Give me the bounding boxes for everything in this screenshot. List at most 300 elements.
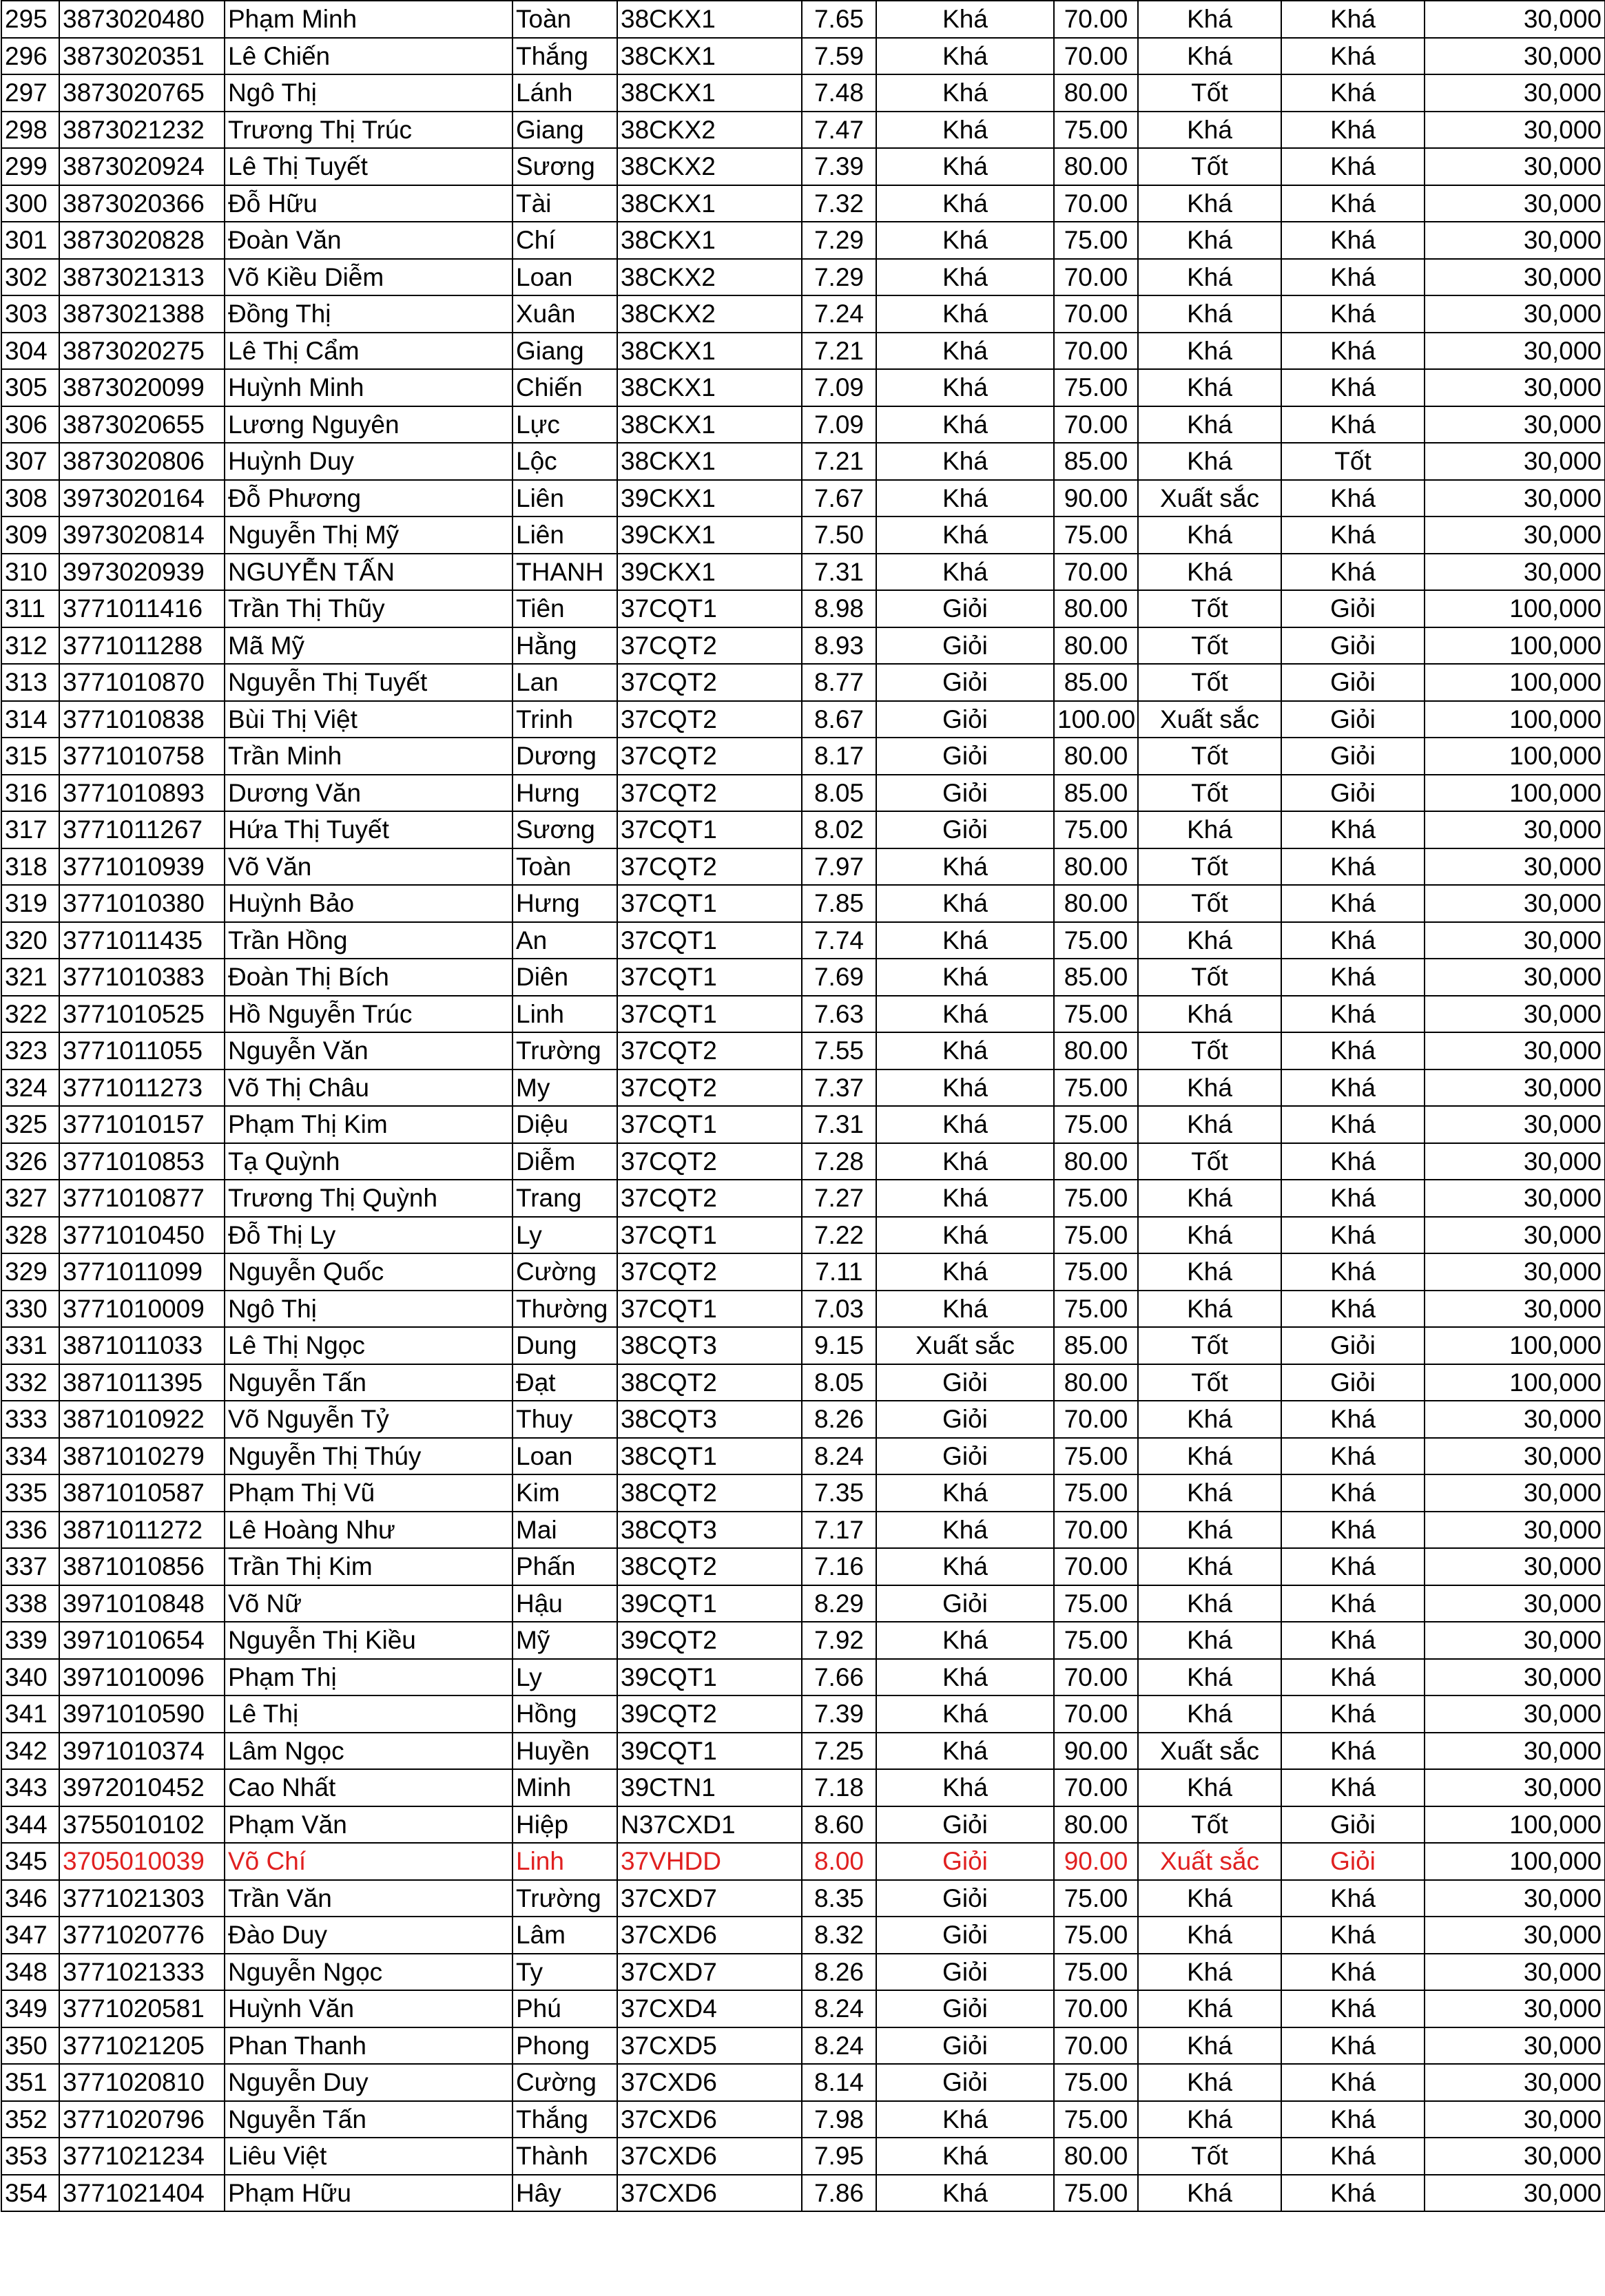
class-code-cell: 38CQT1 [617, 1438, 802, 1475]
last-name-cell: Mã Mỹ [225, 627, 512, 665]
first-name-cell: Đạt [512, 1364, 617, 1401]
academic-rank-cell: Khá [876, 295, 1054, 333]
amount-cell: 30,000 [1425, 38, 1605, 75]
first-name-cell: Tiên [512, 590, 617, 627]
student-id-cell: 3771011435 [59, 922, 225, 959]
training-rank-cell: Tốt [1138, 590, 1281, 627]
training-score-cell: 80.00 [1054, 1143, 1138, 1180]
last-name-cell: Đỗ Thị Ly [225, 1217, 512, 1254]
gpa-score-cell: 7.29 [802, 259, 876, 296]
training-score-cell: 70.00 [1054, 295, 1138, 333]
student-id-cell: 3705010039 [59, 1843, 225, 1880]
last-name-cell: Phạm Minh [225, 1, 512, 38]
training-rank-cell: Khá [1138, 2101, 1281, 2138]
last-name-cell: Lê Thị Tuyết [225, 148, 512, 185]
amount-cell: 30,000 [1425, 1291, 1605, 1328]
class-code-cell: 37CXD7 [617, 1880, 802, 1917]
row-number-cell: 335 [1, 1474, 59, 1512]
gpa-score-cell: 7.97 [802, 848, 876, 886]
student-id-cell: 3972010452 [59, 1769, 225, 1806]
student-id-cell: 3771010877 [59, 1180, 225, 1217]
academic-rank-cell: Giỏi [876, 1585, 1054, 1622]
academic-rank-cell: Khá [876, 1474, 1054, 1512]
first-name-cell: Chí [512, 222, 617, 259]
first-name-cell: Linh [512, 1843, 617, 1880]
overall-rank-cell: Khá [1281, 148, 1425, 185]
training-rank-cell: Xuất sắc [1138, 1733, 1281, 1770]
row-number-cell: 333 [1, 1401, 59, 1438]
overall-rank-cell: Khá [1281, 185, 1425, 222]
row-number-cell: 309 [1, 516, 59, 554]
class-code-cell: 37CXD6 [617, 2175, 802, 2212]
student-id-cell: 3873020480 [59, 1, 225, 38]
table-row [1, 848, 1605, 886]
first-name-cell: Toàn [512, 1, 617, 38]
academic-rank-cell: Khá [876, 885, 1054, 922]
training-score-cell: 70.00 [1054, 1659, 1138, 1696]
first-name-cell: Trường [512, 1032, 617, 1069]
last-name-cell: Phan Thanh [225, 2027, 512, 2065]
amount-cell: 30,000 [1425, 480, 1605, 517]
amount-cell: 30,000 [1425, 2175, 1605, 2212]
first-name-cell: Ly [512, 1217, 617, 1254]
first-name-cell: Huyền [512, 1733, 617, 1770]
gpa-score-cell: 8.26 [802, 1401, 876, 1438]
row-number-cell: 336 [1, 1512, 59, 1549]
first-name-cell: Trường [512, 1880, 617, 1917]
student-id-cell: 3771010450 [59, 1217, 225, 1254]
table-row [1, 664, 1605, 701]
training-rank-cell: Khá [1138, 2064, 1281, 2101]
training-score-cell: 75.00 [1054, 1917, 1138, 1954]
row-number-cell: 348 [1, 1954, 59, 1991]
training-rank-cell: Tốt [1138, 1032, 1281, 1069]
gpa-score-cell: 8.00 [802, 1843, 876, 1880]
class-code-cell: 37CXD4 [617, 1990, 802, 2027]
gpa-score-cell: 7.86 [802, 2175, 876, 2212]
amount-cell: 100,000 [1425, 738, 1605, 775]
overall-rank-cell: Giỏi [1281, 738, 1425, 775]
last-name-cell: Đỗ Hữu [225, 185, 512, 222]
overall-rank-cell: Khá [1281, 1401, 1425, 1438]
class-code-cell: 37CXD6 [617, 2101, 802, 2138]
last-name-cell: Nguyễn Thị Mỹ [225, 516, 512, 554]
overall-rank-cell: Khá [1281, 333, 1425, 370]
training-score-cell: 80.00 [1054, 1364, 1138, 1401]
amount-cell: 30,000 [1425, 1990, 1605, 2027]
gpa-score-cell: 8.26 [802, 1954, 876, 1991]
table-row [1, 1291, 1605, 1328]
row-number-cell: 305 [1, 369, 59, 406]
last-name-cell: Huỳnh Bảo [225, 885, 512, 922]
table-row [1, 2064, 1605, 2101]
class-code-cell: 37CQT2 [617, 1143, 802, 1180]
gpa-score-cell: 7.55 [802, 1032, 876, 1069]
amount-cell: 30,000 [1425, 333, 1605, 370]
overall-rank-cell: Khá [1281, 38, 1425, 75]
last-name-cell: Nguyễn Duy [225, 2064, 512, 2101]
training-rank-cell: Tốt [1138, 1364, 1281, 1401]
gpa-score-cell: 7.63 [802, 996, 876, 1033]
academic-rank-cell: Khá [876, 406, 1054, 443]
last-name-cell: Phạm Hữu [225, 2175, 512, 2212]
class-code-cell: N37CXD1 [617, 1806, 802, 1844]
amount-cell: 30,000 [1425, 1585, 1605, 1622]
gpa-score-cell: 7.85 [802, 885, 876, 922]
class-code-cell: 38CKX1 [617, 333, 802, 370]
class-code-cell: 38CKX2 [617, 295, 802, 333]
academic-rank-cell: Giỏi [876, 811, 1054, 848]
student-id-cell: 3771010838 [59, 701, 225, 738]
last-name-cell: Huỳnh Minh [225, 369, 512, 406]
gpa-score-cell: 8.24 [802, 1438, 876, 1475]
last-name-cell: Đoàn Văn [225, 222, 512, 259]
academic-rank-cell: Giỏi [876, 1880, 1054, 1917]
table-row [1, 148, 1605, 185]
gpa-score-cell: 7.50 [802, 516, 876, 554]
last-name-cell: Hồ Nguyễn Trúc [225, 996, 512, 1033]
academic-rank-cell: Giỏi [876, 1843, 1054, 1880]
amount-cell: 100,000 [1425, 627, 1605, 665]
gpa-score-cell: 7.11 [802, 1253, 876, 1291]
student-id-cell: 3973020164 [59, 480, 225, 517]
first-name-cell: Tài [512, 185, 617, 222]
student-id-cell: 3873021313 [59, 259, 225, 296]
overall-rank-cell: Khá [1281, 369, 1425, 406]
last-name-cell: Võ Kiều Diễm [225, 259, 512, 296]
table-row [1, 627, 1605, 665]
amount-cell: 30,000 [1425, 1880, 1605, 1917]
training-score-cell: 80.00 [1054, 590, 1138, 627]
training-rank-cell: Khá [1138, 333, 1281, 370]
training-rank-cell: Khá [1138, 369, 1281, 406]
first-name-cell: Loan [512, 259, 617, 296]
student-id-cell: 3873020765 [59, 74, 225, 112]
table-row [1, 1695, 1605, 1733]
amount-cell: 30,000 [1425, 74, 1605, 112]
training-score-cell: 70.00 [1054, 1512, 1138, 1549]
last-name-cell: Võ Thị Châu [225, 1069, 512, 1107]
student-id-cell: 3771010758 [59, 738, 225, 775]
overall-rank-cell: Khá [1281, 1695, 1425, 1733]
training-score-cell: 90.00 [1054, 1733, 1138, 1770]
class-code-cell: 37CQT1 [617, 811, 802, 848]
gpa-score-cell: 7.25 [802, 1733, 876, 1770]
student-id-cell: 3971010590 [59, 1695, 225, 1733]
overall-rank-cell: Khá [1281, 1880, 1425, 1917]
amount-cell: 100,000 [1425, 775, 1605, 812]
first-name-cell: Toàn [512, 848, 617, 886]
row-number-cell: 317 [1, 811, 59, 848]
student-id-cell: 3973020814 [59, 516, 225, 554]
last-name-cell: Trần Văn [225, 1880, 512, 1917]
academic-rank-cell: Giỏi [876, 738, 1054, 775]
overall-rank-cell: Khá [1281, 2027, 1425, 2065]
overall-rank-cell: Khá [1281, 996, 1425, 1033]
student-id-cell: 3873020366 [59, 185, 225, 222]
overall-rank-cell: Khá [1281, 811, 1425, 848]
row-number-cell: 326 [1, 1143, 59, 1180]
student-id-cell: 3771021303 [59, 1880, 225, 1917]
student-id-cell: 3771011288 [59, 627, 225, 665]
training-rank-cell: Khá [1138, 1769, 1281, 1806]
academic-rank-cell: Khá [876, 2101, 1054, 2138]
first-name-cell: Thắng [512, 2101, 617, 2138]
class-code-cell: 37CQT2 [617, 1180, 802, 1217]
amount-cell: 30,000 [1425, 1917, 1605, 1954]
class-code-cell: 39CQT2 [617, 1695, 802, 1733]
academic-rank-cell: Khá [876, 480, 1054, 517]
row-number-cell: 337 [1, 1548, 59, 1585]
last-name-cell: NGUYỄN TẤN [225, 554, 512, 591]
academic-rank-cell: Giỏi [876, 1401, 1054, 1438]
overall-rank-cell: Giỏi [1281, 627, 1425, 665]
overall-rank-cell: Giỏi [1281, 1843, 1425, 1880]
gpa-score-cell: 7.27 [802, 1180, 876, 1217]
row-number-cell: 346 [1, 1880, 59, 1917]
class-code-cell: 38CKX1 [617, 222, 802, 259]
class-code-cell: 38CKX2 [617, 259, 802, 296]
table-row [1, 811, 1605, 848]
academic-rank-cell: Khá [876, 1217, 1054, 1254]
overall-rank-cell: Khá [1281, 2101, 1425, 2138]
first-name-cell: Giang [512, 112, 617, 149]
overall-rank-cell: Giỏi [1281, 775, 1425, 812]
training-score-cell: 75.00 [1054, 1217, 1138, 1254]
training-rank-cell: Tốt [1138, 74, 1281, 112]
row-number-cell: 311 [1, 590, 59, 627]
table-row [1, 1880, 1605, 1917]
student-id-cell: 3755010102 [59, 1806, 225, 1844]
training-rank-cell: Khá [1138, 1880, 1281, 1917]
training-rank-cell: Khá [1138, 1291, 1281, 1328]
training-score-cell: 85.00 [1054, 1327, 1138, 1364]
table-row [1, 516, 1605, 554]
first-name-cell: Lánh [512, 74, 617, 112]
training-rank-cell: Khá [1138, 1474, 1281, 1512]
last-name-cell: Trần Hồng [225, 922, 512, 959]
training-score-cell: 75.00 [1054, 922, 1138, 959]
class-code-cell: 39CTN1 [617, 1769, 802, 1806]
row-number-cell: 312 [1, 627, 59, 665]
last-name-cell: Liêu Việt [225, 2138, 512, 2175]
student-id-cell: 3871010587 [59, 1474, 225, 1512]
class-code-cell: 38CKX1 [617, 1, 802, 38]
last-name-cell: Nguyễn Thị Tuyết [225, 664, 512, 701]
table-row [1, 1622, 1605, 1659]
table-row [1, 1069, 1605, 1107]
gpa-score-cell: 8.67 [802, 701, 876, 738]
row-number-cell: 308 [1, 480, 59, 517]
table-row [1, 885, 1605, 922]
training-rank-cell: Tốt [1138, 848, 1281, 886]
amount-cell: 100,000 [1425, 590, 1605, 627]
academic-rank-cell: Giỏi [876, 1917, 1054, 1954]
academic-rank-cell: Giỏi [876, 627, 1054, 665]
class-code-cell: 38CKX1 [617, 443, 802, 480]
gpa-score-cell: 7.39 [802, 1695, 876, 1733]
class-code-cell: 38CQT2 [617, 1548, 802, 1585]
first-name-cell: Ty [512, 1954, 617, 1991]
amount-cell: 30,000 [1425, 2027, 1605, 2065]
overall-rank-cell: Khá [1281, 2064, 1425, 2101]
last-name-cell: Trần Minh [225, 738, 512, 775]
student-id-cell: 3871011033 [59, 1327, 225, 1364]
amount-cell: 30,000 [1425, 222, 1605, 259]
table-row [1, 185, 1605, 222]
overall-rank-cell: Khá [1281, 922, 1425, 959]
table-row [1, 295, 1605, 333]
last-name-cell: Nguyễn Tấn [225, 2101, 512, 2138]
student-id-cell: 3771020796 [59, 2101, 225, 2138]
student-id-cell: 3971010374 [59, 1733, 225, 1770]
academic-rank-cell: Khá [876, 1253, 1054, 1291]
training-score-cell: 85.00 [1054, 664, 1138, 701]
class-code-cell: 37CQT2 [617, 701, 802, 738]
last-name-cell: Trần Thị Kim [225, 1548, 512, 1585]
row-number-cell: 297 [1, 74, 59, 112]
overall-rank-cell: Khá [1281, 516, 1425, 554]
first-name-cell: Lực [512, 406, 617, 443]
last-name-cell: Đồng Thị [225, 295, 512, 333]
academic-rank-cell: Khá [876, 1180, 1054, 1217]
row-number-cell: 296 [1, 38, 59, 75]
academic-rank-cell: Khá [876, 1106, 1054, 1143]
training-rank-cell: Khá [1138, 1438, 1281, 1475]
row-number-cell: 299 [1, 148, 59, 185]
student-id-cell: 3971010096 [59, 1659, 225, 1696]
first-name-cell: Xuân [512, 295, 617, 333]
table-row [1, 590, 1605, 627]
training-rank-cell: Khá [1138, 554, 1281, 591]
academic-rank-cell: Khá [876, 1512, 1054, 1549]
last-name-cell: Đoàn Thị Bích [225, 959, 512, 996]
amount-cell: 30,000 [1425, 295, 1605, 333]
training-rank-cell: Khá [1138, 1659, 1281, 1696]
training-score-cell: 75.00 [1054, 1880, 1138, 1917]
overall-rank-cell: Giỏi [1281, 1364, 1425, 1401]
row-number-cell: 341 [1, 1695, 59, 1733]
row-number-cell: 353 [1, 2138, 59, 2175]
student-id-cell: 3873020655 [59, 406, 225, 443]
class-code-cell: 37CQT2 [617, 627, 802, 665]
gpa-score-cell: 8.93 [802, 627, 876, 665]
gpa-score-cell: 8.98 [802, 590, 876, 627]
training-score-cell: 85.00 [1054, 775, 1138, 812]
amount-cell: 30,000 [1425, 1401, 1605, 1438]
class-code-cell: 39CQT2 [617, 1622, 802, 1659]
training-rank-cell: Khá [1138, 2027, 1281, 2065]
training-rank-cell: Xuất sắc [1138, 1843, 1281, 1880]
overall-rank-cell: Khá [1281, 554, 1425, 591]
gpa-score-cell: 7.66 [802, 1659, 876, 1696]
gpa-score-cell: 8.14 [802, 2064, 876, 2101]
first-name-cell: Lan [512, 664, 617, 701]
amount-cell: 30,000 [1425, 1180, 1605, 1217]
training-score-cell: 70.00 [1054, 333, 1138, 370]
first-name-cell: Phong [512, 2027, 617, 2065]
amount-cell: 30,000 [1425, 1, 1605, 38]
overall-rank-cell: Khá [1281, 222, 1425, 259]
overall-rank-cell: Khá [1281, 885, 1425, 922]
amount-cell: 30,000 [1425, 2138, 1605, 2175]
academic-rank-cell: Khá [876, 259, 1054, 296]
gpa-score-cell: 7.03 [802, 1291, 876, 1328]
training-rank-cell: Khá [1138, 295, 1281, 333]
table-row [1, 369, 1605, 406]
academic-rank-cell: Giỏi [876, 664, 1054, 701]
student-id-cell: 3771010870 [59, 664, 225, 701]
row-number-cell: 301 [1, 222, 59, 259]
training-score-cell: 75.00 [1054, 369, 1138, 406]
academic-rank-cell: Khá [876, 1069, 1054, 1107]
amount-cell: 30,000 [1425, 885, 1605, 922]
student-id-cell: 3873020275 [59, 333, 225, 370]
class-code-cell: 38CKX2 [617, 148, 802, 185]
overall-rank-cell: Khá [1281, 1474, 1425, 1512]
training-rank-cell: Khá [1138, 406, 1281, 443]
table-row [1, 1, 1605, 38]
row-number-cell: 316 [1, 775, 59, 812]
class-code-cell: 38CQT3 [617, 1401, 802, 1438]
row-number-cell: 295 [1, 1, 59, 38]
training-score-cell: 75.00 [1054, 516, 1138, 554]
training-score-cell: 75.00 [1054, 1954, 1138, 1991]
overall-rank-cell: Khá [1281, 1, 1425, 38]
row-number-cell: 338 [1, 1585, 59, 1622]
overall-rank-cell: Khá [1281, 1512, 1425, 1549]
training-rank-cell: Khá [1138, 2175, 1281, 2212]
table-row [1, 1364, 1605, 1401]
academic-rank-cell: Giỏi [876, 775, 1054, 812]
overall-rank-cell: Giỏi [1281, 1806, 1425, 1844]
last-name-cell: Lê Thị [225, 1695, 512, 1733]
amount-cell: 30,000 [1425, 1659, 1605, 1696]
gpa-score-cell: 7.74 [802, 922, 876, 959]
amount-cell: 100,000 [1425, 1327, 1605, 1364]
overall-rank-cell: Khá [1281, 1659, 1425, 1696]
table-body [1, 1, 1605, 2211]
first-name-cell: Trang [512, 1180, 617, 1217]
training-score-cell: 80.00 [1054, 627, 1138, 665]
overall-rank-cell: Khá [1281, 1917, 1425, 1954]
row-number-cell: 307 [1, 443, 59, 480]
academic-rank-cell: Khá [876, 1291, 1054, 1328]
last-name-cell: Phạm Thị Kim [225, 1106, 512, 1143]
amount-cell: 100,000 [1425, 701, 1605, 738]
training-rank-cell: Khá [1138, 1180, 1281, 1217]
amount-cell: 30,000 [1425, 369, 1605, 406]
student-id-cell: 3771010380 [59, 885, 225, 922]
overall-rank-cell: Khá [1281, 1954, 1425, 1991]
amount-cell: 100,000 [1425, 1843, 1605, 1880]
gpa-score-cell: 7.29 [802, 222, 876, 259]
table-row [1, 1474, 1605, 1512]
academic-rank-cell: Khá [876, 1, 1054, 38]
training-rank-cell: Khá [1138, 1954, 1281, 1991]
training-rank-cell: Khá [1138, 259, 1281, 296]
amount-cell: 30,000 [1425, 959, 1605, 996]
amount-cell: 30,000 [1425, 1954, 1605, 1991]
training-score-cell: 75.00 [1054, 1253, 1138, 1291]
academic-rank-cell: Khá [876, 516, 1054, 554]
training-rank-cell: Khá [1138, 222, 1281, 259]
row-number-cell: 352 [1, 2101, 59, 2138]
last-name-cell: Võ Nữ [225, 1585, 512, 1622]
training-score-cell: 70.00 [1054, 1769, 1138, 1806]
table-row [1, 1512, 1605, 1549]
gpa-score-cell: 8.05 [802, 1364, 876, 1401]
